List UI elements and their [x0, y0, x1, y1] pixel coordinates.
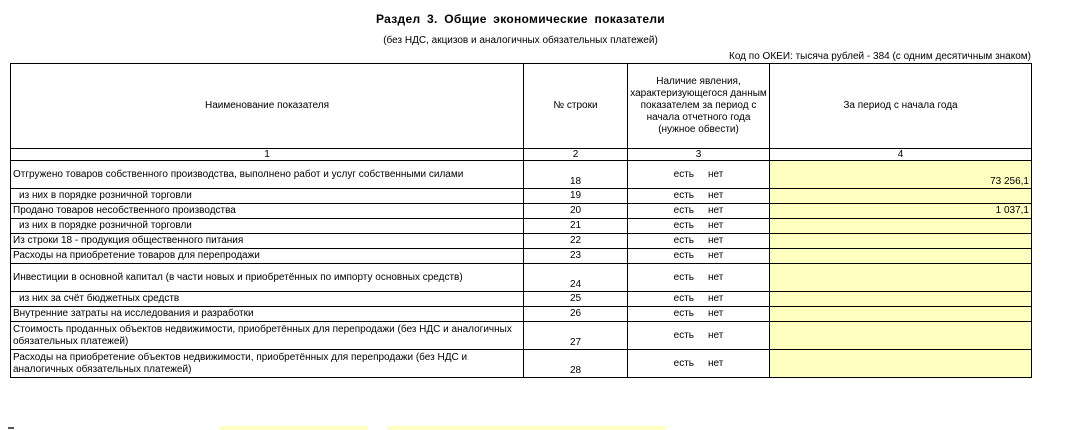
no-option[interactable]: нет — [708, 293, 724, 304]
period-value-input[interactable] — [770, 322, 1032, 350]
row-name: из них в порядке розничной торговли — [11, 219, 524, 234]
table-row — [11, 234, 1032, 249]
row-line-no: 22 — [524, 234, 628, 249]
row-name: из них в порядке розничной торговли — [11, 189, 524, 204]
col-number: 3 — [628, 149, 770, 161]
row-name: Расходы на приобретение товаров для перепродажи — [11, 249, 524, 264]
table-row — [11, 322, 1032, 350]
presence-choice — [628, 249, 770, 264]
presence-choice — [628, 264, 770, 292]
table-row — [11, 307, 1032, 322]
row-name: Расходы на приобретение объектов недвижимости, приобретённых для перепродажи (без НДС и аналогичных обязательных платежей) — [11, 350, 524, 378]
presence-choice — [628, 161, 770, 189]
yes-option[interactable]: есть — [673, 205, 694, 216]
period-value-input[interactable] — [770, 189, 1032, 204]
section-title: Раздел 3. Общие экономические показатели — [376, 12, 665, 26]
indicators-table — [10, 63, 1032, 378]
cut-off-input-field[interactable] — [387, 426, 665, 430]
row-line-no: 19 — [524, 189, 628, 204]
row-name: Продано товаров несобственного производства — [11, 204, 524, 219]
yes-option[interactable]: есть — [673, 190, 694, 201]
presence-choice — [628, 322, 770, 350]
period-value-input[interactable]: 1 037,1 — [770, 204, 1032, 219]
row-line-no: 20 — [524, 204, 628, 219]
table-row — [11, 264, 1032, 292]
period-value-input[interactable] — [770, 292, 1032, 307]
no-option[interactable]: нет — [708, 308, 724, 319]
presence-choice — [628, 189, 770, 204]
header-name: Наименование показателя — [11, 64, 524, 149]
presence-choice — [628, 292, 770, 307]
col-number: 4 — [770, 149, 1032, 161]
row-name: Стоимость проданных объектов недвижимости, приобретённых для перепродажи (без НДС и аналогичных обязательных платежей) — [11, 322, 524, 350]
yes-option[interactable]: есть — [673, 308, 694, 319]
presence-choice — [628, 204, 770, 219]
okei-code: Код по ОКЕИ: тысяча рублей - 384 (с одним десятичным знаком) — [729, 51, 1031, 62]
yes-option[interactable]: есть — [673, 168, 694, 180]
yes-option[interactable]: есть — [673, 357, 694, 369]
no-option[interactable]: нет — [708, 220, 724, 231]
period-value-input[interactable] — [770, 234, 1032, 249]
no-option[interactable]: нет — [708, 329, 724, 341]
period-value-input[interactable] — [770, 249, 1032, 264]
row-line-no: 28 — [524, 350, 628, 378]
period-value-input[interactable]: 73 256,1 — [770, 161, 1032, 189]
table-row — [11, 204, 1032, 219]
col-number: 2 — [524, 149, 628, 161]
presence-choice — [628, 234, 770, 249]
presence-choice — [628, 219, 770, 234]
cut-off-input-field[interactable] — [220, 426, 368, 430]
section-subtitle: (без НДС, акцизов и аналогичных обязательных платежей) — [383, 35, 658, 46]
cut-off-marker — [8, 427, 14, 429]
no-option[interactable]: нет — [708, 235, 724, 246]
yes-option[interactable]: есть — [673, 250, 694, 261]
row-line-no: 27 — [524, 322, 628, 350]
presence-choice — [628, 307, 770, 322]
row-line-no: 24 — [524, 264, 628, 292]
row-line-no: 23 — [524, 249, 628, 264]
no-option[interactable]: нет — [708, 168, 724, 180]
period-value-input[interactable] — [770, 350, 1032, 378]
table-row — [11, 219, 1032, 234]
period-value-input[interactable] — [770, 264, 1032, 292]
table-row — [11, 350, 1032, 378]
table-row — [11, 292, 1032, 307]
table-row — [11, 249, 1032, 264]
header-presence: Наличие явления, характеризующегося данным показателем за период с начала отчетного года (нужное обвести) — [628, 64, 770, 149]
row-name: Отгружено товаров собственного производства, выполнено работ и услуг собственными силами — [11, 161, 524, 189]
column-number-row — [11, 149, 1032, 161]
period-value-input[interactable] — [770, 219, 1032, 234]
no-option[interactable]: нет — [708, 357, 724, 369]
table-header-row — [11, 64, 1032, 149]
table-row — [11, 189, 1032, 204]
table-row — [11, 161, 1032, 189]
yes-option[interactable]: есть — [673, 293, 694, 304]
header-line-no: № строки — [524, 64, 628, 149]
header-period: За период с начала года — [770, 64, 1032, 149]
row-line-no: 25 — [524, 292, 628, 307]
yes-option[interactable]: есть — [673, 329, 694, 341]
col-number: 1 — [11, 149, 524, 161]
presence-choice — [628, 350, 770, 378]
row-name: Из строки 18 - продукция общественного питания — [11, 234, 524, 249]
period-value-input[interactable] — [770, 307, 1032, 322]
yes-option[interactable]: есть — [673, 235, 694, 246]
row-name: Инвестиции в основной капитал (в части новых и приобретённых по импорту основных средств) — [11, 264, 524, 292]
row-name: Внутренние затраты на исследования и разработки — [11, 307, 524, 322]
no-option[interactable]: нет — [708, 250, 724, 261]
no-option[interactable]: нет — [708, 190, 724, 201]
yes-option[interactable]: есть — [673, 220, 694, 231]
no-option[interactable]: нет — [708, 271, 724, 283]
row-line-no: 21 — [524, 219, 628, 234]
row-name: из них за счёт бюджетных средств — [11, 292, 524, 307]
no-option[interactable]: нет — [708, 205, 724, 216]
row-line-no: 18 — [524, 161, 628, 189]
row-line-no: 26 — [524, 307, 628, 322]
yes-option[interactable]: есть — [673, 271, 694, 283]
